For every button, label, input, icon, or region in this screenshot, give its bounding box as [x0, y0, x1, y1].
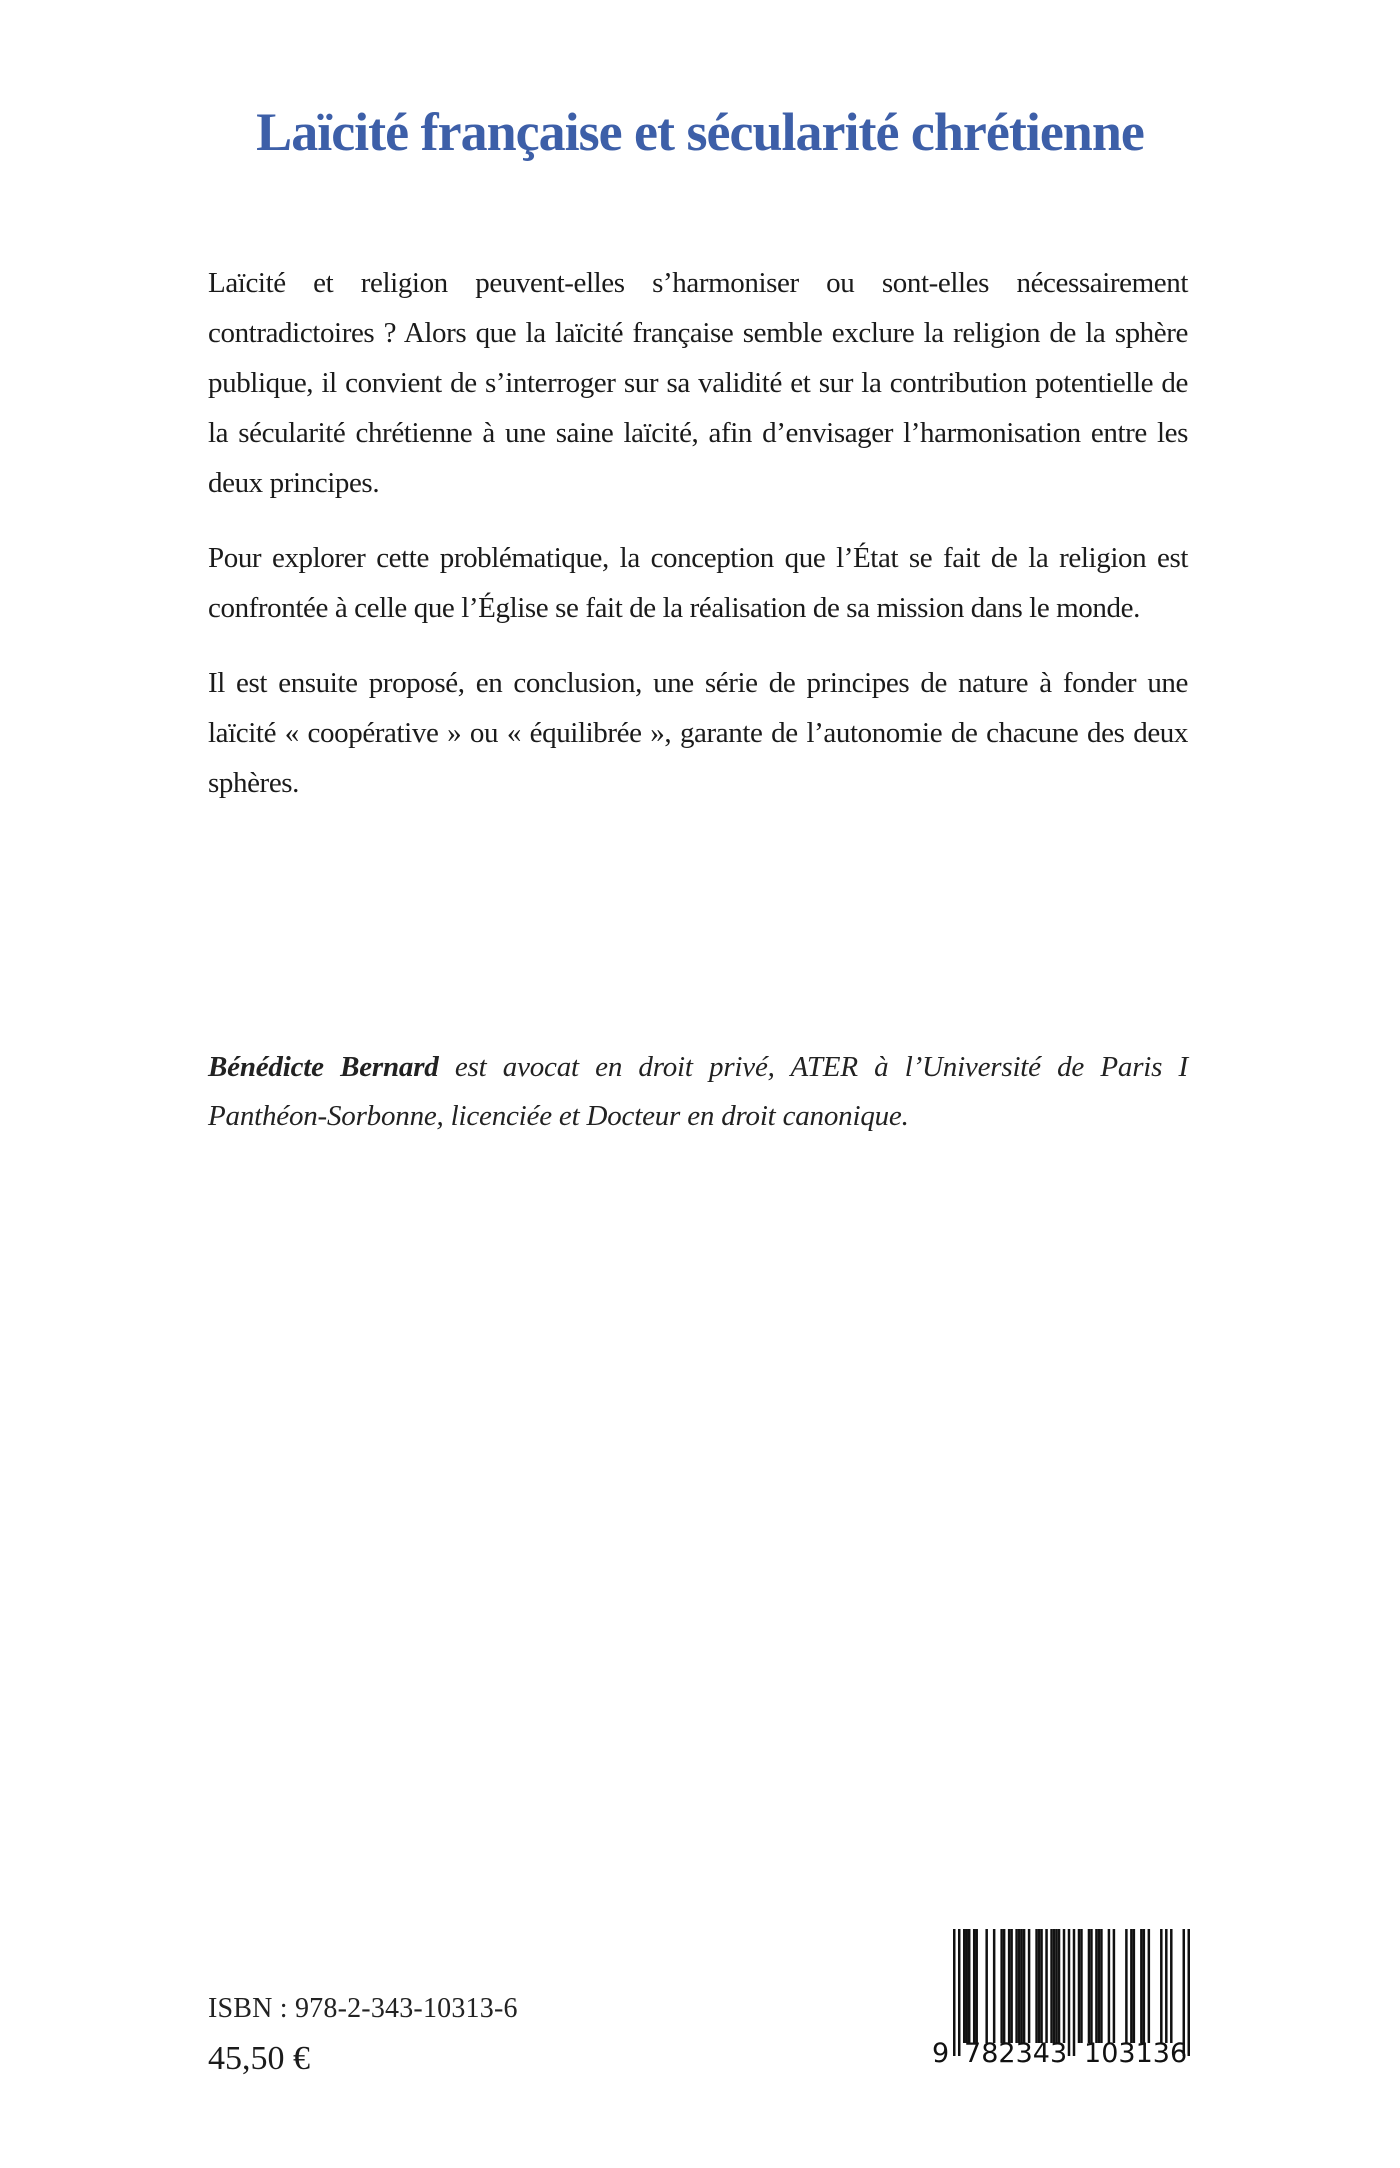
barcode-digit: 3 [1015, 2038, 1033, 2069]
barcode-digit: 1 [1135, 2038, 1153, 2069]
barcode-bars [953, 1929, 1190, 2056]
footer-info [208, 1993, 518, 2077]
summary-paragraph: Pour explorer cette problématique, la conception que l’État se fait de la religion est confrontée à celle que l’Église se fait de la réalisation de sa mission dans le monde. [208, 542, 1188, 624]
ean13-barcode [932, 1929, 1200, 2071]
barcode-digit: 8 [981, 2038, 999, 2069]
author-bio-text: est avocat en droit privé, ATER à l’Université de Paris I Panthéon-Sorbonne, licenciée et Docteur en droit canonique. [208, 1051, 1188, 1132]
barcode-digits-left [964, 2038, 1068, 2069]
barcode-digit: 3 [1152, 2038, 1170, 2069]
author-bio [208, 1043, 1188, 1141]
book-title: Laïcité française et sécularité chrétienne [256, 102, 1144, 162]
barcode-digit: 7 [964, 2038, 982, 2069]
barcode-digits-right [1084, 2038, 1188, 2069]
barcode-digit: 3 [1049, 2038, 1068, 2069]
summary-paragraph: Laïcité et religion peuvent-elles s’harmoniser ou sont-elles nécessairement contradictoires ? Alors que la laïcité française semble exclure la religion de la sphère publique, il convient de s’interroger sur sa validité et sur la contribution potentielle de la sécularité chrétienne à une saine laïcité, afin d’envisager l’harmonisation entre les deux principes. [208, 267, 1188, 499]
barcode-digit-first: 9 [932, 2038, 950, 2069]
barcode-digit: 3 [1118, 2038, 1136, 2069]
price-text: 45,50 € [208, 2040, 310, 2077]
isbn-text: ISBN : 978-2-343-10313-6 [208, 1993, 518, 2024]
author-name: Bénédicte Bernard [208, 1051, 439, 1083]
barcode-bars-svg [953, 1929, 1190, 2056]
summary-text-block [208, 258, 1188, 833]
barcode-digit: 4 [1032, 2038, 1050, 2069]
barcode-digit: 2 [998, 2038, 1016, 2069]
barcode-digit: 6 [1169, 2038, 1188, 2069]
barcode-digit: 1 [1084, 2038, 1102, 2069]
barcode-digit: 0 [1101, 2038, 1119, 2069]
summary-paragraph: Il est ensuite proposé, en conclusion, une série de principes de nature à fonder une laïcité « coopérative » ou « équilibrée », garante de l’autonomie de chacune des deux sphères. [208, 667, 1188, 799]
